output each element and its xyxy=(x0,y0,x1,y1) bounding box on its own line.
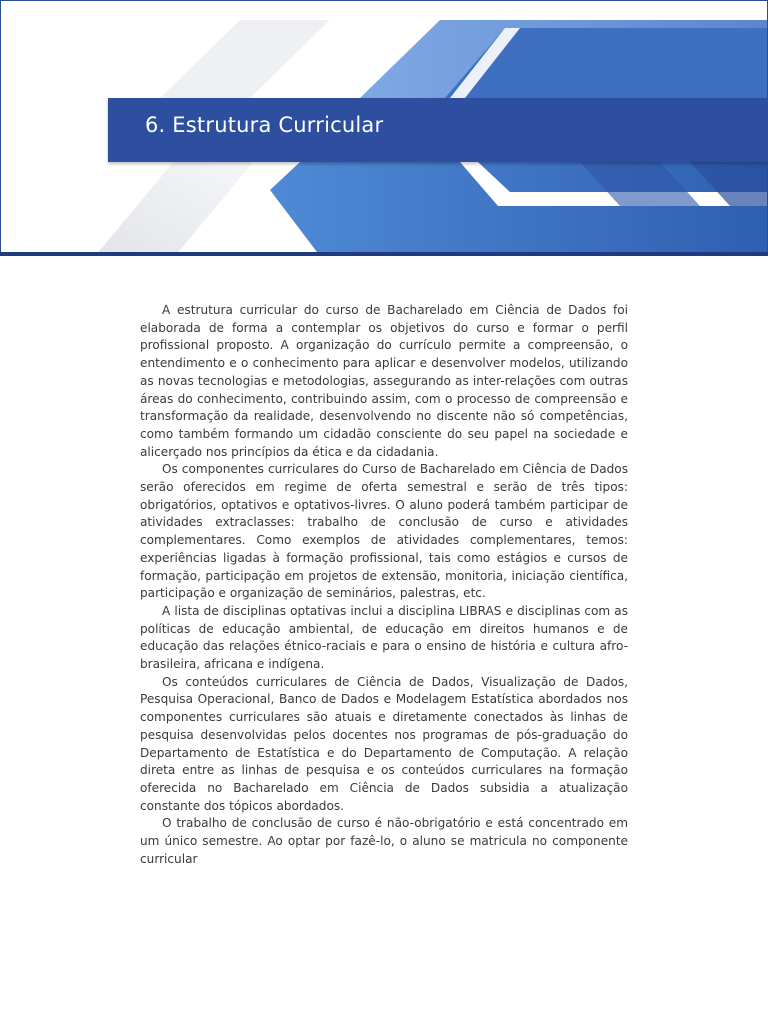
paragraph: O trabalho de conclusão de curso é não-obrigatório e está concentrado em um único semestre. Ao optar por fazê-lo, o aluno se matricula no componente curricular xyxy=(140,816,628,866)
paragraph: A lista de disciplinas optativas inclui a disciplina LIBRAS e disciplinas com as políticas de educação ambiental, de educação em direitos humanos e de educação das relações étnico-raciais e para o ensino de história e cultura afro-brasileira, africana e indígena. xyxy=(140,603,628,672)
blue-chevron-lower xyxy=(270,162,768,256)
paragraph: A estrutura curricular do curso de Bacharelado em Ciência de Dados foi elaborada de forma a contemplar os objetivos do curso e formar o perfil profissional proposto. A organização do currículo permite a compreensão, o entendimento e o conhecimento para aplicar e desenvolver modelos, utilizando as novas tecnologias e metodologias, assegurando as inter-relações com outras áreas do conhecimento, contribuindo assim, com o processo de compreensão e transformação da realidade, desenvolvendo no discente não só competências, como também formando um cidadão consciente do seu papel na sociedade e alicerçado nos princípios da ética e da cidadania. xyxy=(140,303,628,459)
grey-chevron-strip-upper xyxy=(160,20,330,98)
paragraph: Os componentes curriculares do Curso de Bacharelado em Ciência de Dados serão oferecidos em regime de oferta semestral e serão de três tipos: obrigatórios, optativos e optativos-livres. O aluno poderá também participar de atividades extraclasses: trabalho de conclusão de curso e atividades complementares. Como exemplos de atividades complementares, temos: experiências ligadas à formação profissional, tais como estágios e cursos de formação, participação em projetos de extensão, monitoria, iniciação científica, participação e organização de seminários, palestras, etc. xyxy=(140,462,628,601)
paragraph: Os conteúdos curriculares de Ciência de Dados, Visualização de Dados, Pesquisa Operacional, Banco de Dados e Modelagem Estatística abordados nos componentes curriculares são atuais e diretamente conectados às linhas de pesquisa desenvolvidas pelos docentes nos programas de pós-graduação do Departamento de Estatística e do Departamento de Computação. A relação direta entre as linhas de pesquisa e os conteúdos curriculares na formação oferecida no Bacharelado em Ciência de Dados subsidia a atualização constante dos tópicos abordados. xyxy=(140,674,628,813)
grey-chevron-strip xyxy=(95,160,255,256)
chapter-title: 6. Estrutura Curricular xyxy=(145,113,384,137)
chapter-body xyxy=(140,302,628,869)
